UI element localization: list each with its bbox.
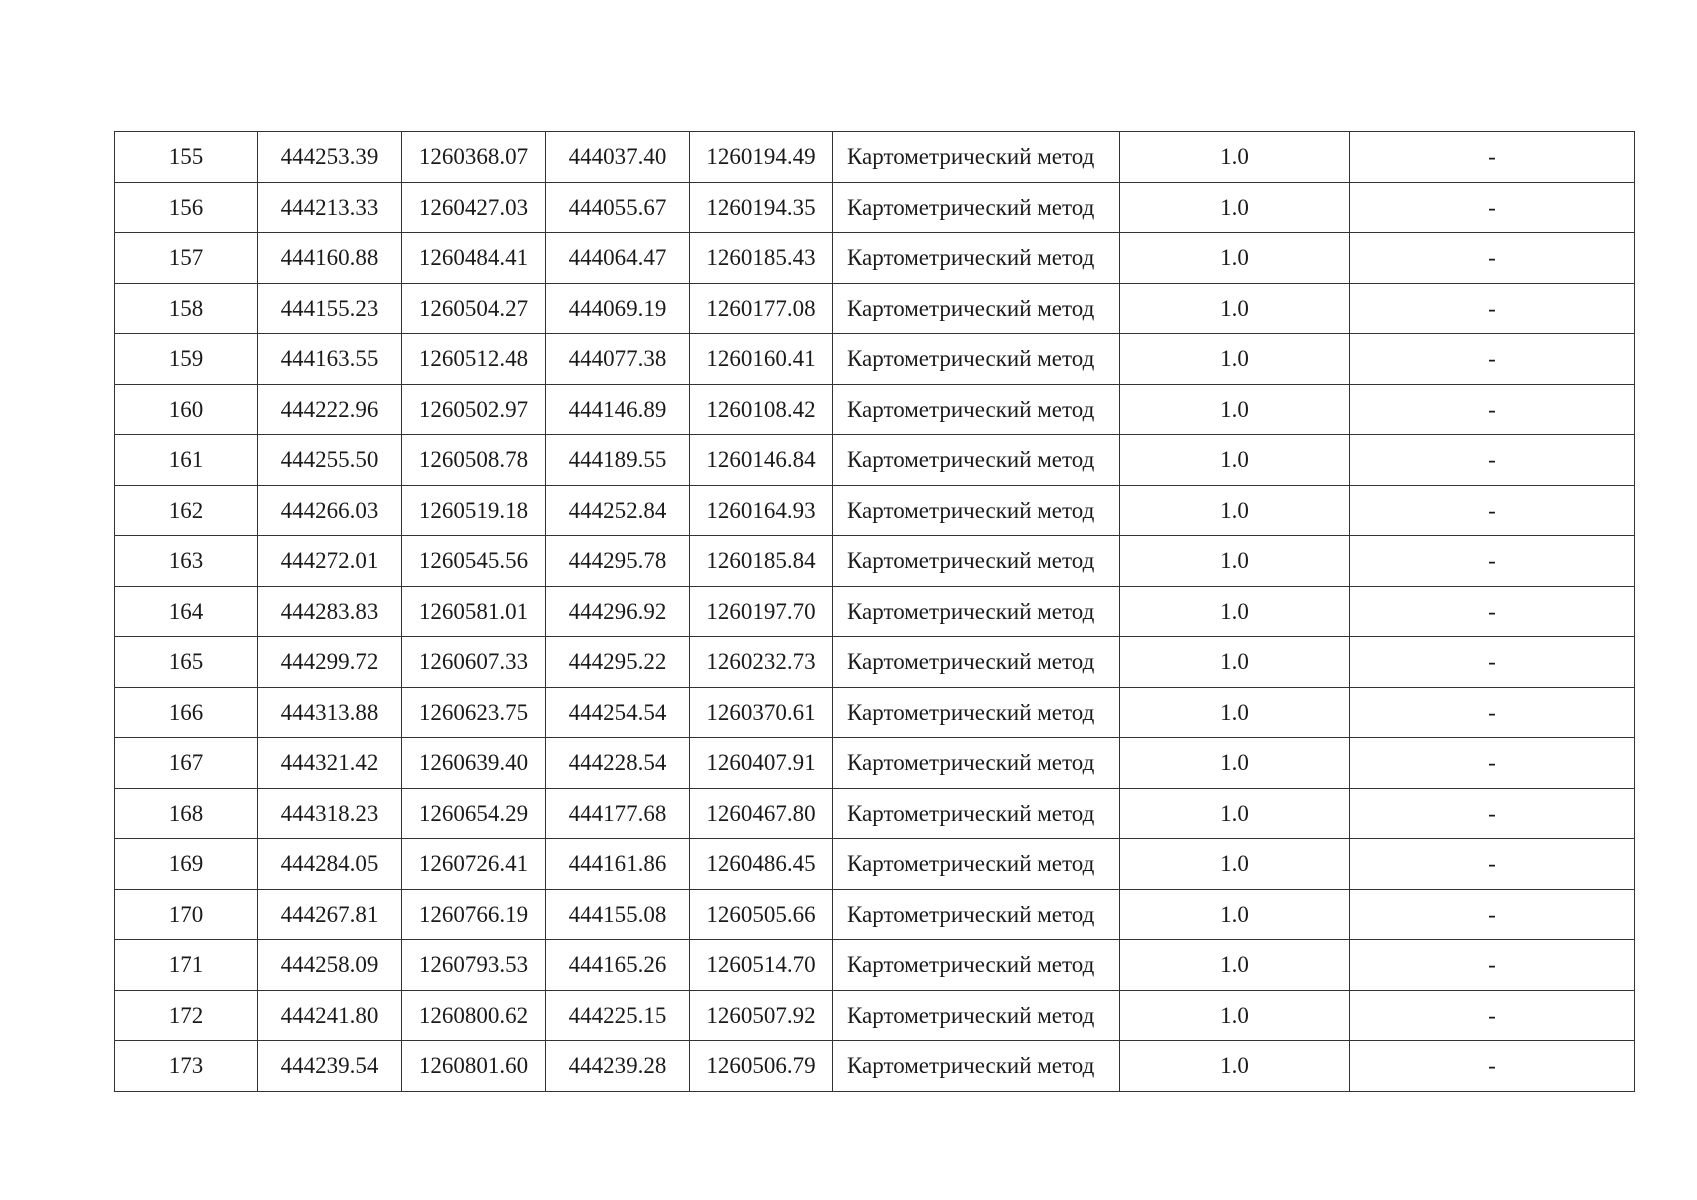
description-cell: - <box>1350 839 1635 890</box>
existing-x-cell: 444299.72 <box>258 637 402 688</box>
new-y-cell: 1260194.35 <box>690 182 833 233</box>
existing-y-cell: 1260801.60 <box>402 1041 546 1092</box>
table-row <box>115 889 1635 940</box>
point-number-cell: 166 <box>115 687 258 738</box>
description-cell: - <box>1350 536 1635 587</box>
point-number-cell: 167 <box>115 738 258 789</box>
description-cell: - <box>1350 435 1635 486</box>
description-cell: - <box>1350 889 1635 940</box>
point-number-cell: 160 <box>115 384 258 435</box>
new-x-cell: 444069.19 <box>546 283 690 334</box>
existing-x-cell: 444160.88 <box>258 233 402 284</box>
method-cell: Картометрический метод <box>833 485 1120 536</box>
existing-y-cell: 1260504.27 <box>402 283 546 334</box>
existing-y-cell: 1260766.19 <box>402 889 546 940</box>
accuracy-cell: 1.0 <box>1120 788 1350 839</box>
existing-y-cell: 1260519.18 <box>402 485 546 536</box>
description-cell: - <box>1350 788 1635 839</box>
accuracy-cell: 1.0 <box>1120 990 1350 1041</box>
new-x-cell: 444296.92 <box>546 586 690 637</box>
point-number-cell: 163 <box>115 536 258 587</box>
table-row <box>115 738 1635 789</box>
new-x-cell: 444146.89 <box>546 384 690 435</box>
point-number-cell: 165 <box>115 637 258 688</box>
table-row <box>115 687 1635 738</box>
existing-x-cell: 444258.09 <box>258 940 402 991</box>
point-number-cell: 169 <box>115 839 258 890</box>
existing-y-cell: 1260502.97 <box>402 384 546 435</box>
point-number-cell: 164 <box>115 586 258 637</box>
accuracy-cell: 1.0 <box>1120 233 1350 284</box>
accuracy-cell: 1.0 <box>1120 940 1350 991</box>
existing-y-cell: 1260800.62 <box>402 990 546 1041</box>
description-cell: - <box>1350 233 1635 284</box>
existing-x-cell: 444321.42 <box>258 738 402 789</box>
description-cell: - <box>1350 637 1635 688</box>
description-cell: - <box>1350 334 1635 385</box>
coordinates-table <box>114 131 1635 1092</box>
new-y-cell: 1260506.79 <box>690 1041 833 1092</box>
accuracy-cell: 1.0 <box>1120 283 1350 334</box>
existing-x-cell: 444253.39 <box>258 132 402 183</box>
method-cell: Картометрический метод <box>833 233 1120 284</box>
new-x-cell: 444077.38 <box>546 334 690 385</box>
existing-y-cell: 1260623.75 <box>402 687 546 738</box>
point-number-cell: 155 <box>115 132 258 183</box>
existing-y-cell: 1260427.03 <box>402 182 546 233</box>
method-cell: Картометрический метод <box>833 435 1120 486</box>
new-y-cell: 1260505.66 <box>690 889 833 940</box>
method-cell: Картометрический метод <box>833 384 1120 435</box>
new-y-cell: 1260197.70 <box>690 586 833 637</box>
existing-x-cell: 444283.83 <box>258 586 402 637</box>
accuracy-cell: 1.0 <box>1120 334 1350 385</box>
table-row <box>115 233 1635 284</box>
table-row <box>115 485 1635 536</box>
method-cell: Картометрический метод <box>833 637 1120 688</box>
new-y-cell: 1260407.91 <box>690 738 833 789</box>
new-x-cell: 444177.68 <box>546 788 690 839</box>
accuracy-cell: 1.0 <box>1120 435 1350 486</box>
description-cell: - <box>1350 182 1635 233</box>
accuracy-cell: 1.0 <box>1120 132 1350 183</box>
accuracy-cell: 1.0 <box>1120 889 1350 940</box>
accuracy-cell: 1.0 <box>1120 182 1350 233</box>
new-y-cell: 1260514.70 <box>690 940 833 991</box>
table-row <box>115 839 1635 890</box>
table-row <box>115 283 1635 334</box>
new-y-cell: 1260507.92 <box>690 990 833 1041</box>
method-cell: Картометрический метод <box>833 839 1120 890</box>
new-y-cell: 1260370.61 <box>690 687 833 738</box>
new-y-cell: 1260232.73 <box>690 637 833 688</box>
new-y-cell: 1260164.93 <box>690 485 833 536</box>
new-x-cell: 444295.22 <box>546 637 690 688</box>
description-cell: - <box>1350 1041 1635 1092</box>
accuracy-cell: 1.0 <box>1120 738 1350 789</box>
existing-x-cell: 444272.01 <box>258 536 402 587</box>
new-x-cell: 444161.86 <box>546 839 690 890</box>
description-cell: - <box>1350 132 1635 183</box>
table-row <box>115 384 1635 435</box>
method-cell: Картометрический метод <box>833 1041 1120 1092</box>
table-row <box>115 586 1635 637</box>
existing-y-cell: 1260581.01 <box>402 586 546 637</box>
existing-y-cell: 1260639.40 <box>402 738 546 789</box>
table-body <box>115 132 1635 1092</box>
new-x-cell: 444037.40 <box>546 132 690 183</box>
new-y-cell: 1260177.08 <box>690 283 833 334</box>
table-row <box>115 132 1635 183</box>
point-number-cell: 162 <box>115 485 258 536</box>
method-cell: Картометрический метод <box>833 536 1120 587</box>
point-number-cell: 157 <box>115 233 258 284</box>
new-y-cell: 1260185.43 <box>690 233 833 284</box>
accuracy-cell: 1.0 <box>1120 536 1350 587</box>
existing-y-cell: 1260368.07 <box>402 132 546 183</box>
description-cell: - <box>1350 283 1635 334</box>
point-number-cell: 172 <box>115 990 258 1041</box>
description-cell: - <box>1350 738 1635 789</box>
new-x-cell: 444239.28 <box>546 1041 690 1092</box>
table-row <box>115 788 1635 839</box>
point-number-cell: 173 <box>115 1041 258 1092</box>
new-x-cell: 444165.26 <box>546 940 690 991</box>
method-cell: Картометрический метод <box>833 132 1120 183</box>
description-cell: - <box>1350 586 1635 637</box>
point-number-cell: 171 <box>115 940 258 991</box>
method-cell: Картометрический метод <box>833 889 1120 940</box>
description-cell: - <box>1350 384 1635 435</box>
table-row <box>115 990 1635 1041</box>
new-y-cell: 1260108.42 <box>690 384 833 435</box>
existing-x-cell: 444313.88 <box>258 687 402 738</box>
method-cell: Картометрический метод <box>833 283 1120 334</box>
accuracy-cell: 1.0 <box>1120 687 1350 738</box>
accuracy-cell: 1.0 <box>1120 384 1350 435</box>
point-number-cell: 161 <box>115 435 258 486</box>
point-number-cell: 156 <box>115 182 258 233</box>
description-cell: - <box>1350 687 1635 738</box>
accuracy-cell: 1.0 <box>1120 485 1350 536</box>
table-row <box>115 536 1635 587</box>
description-cell: - <box>1350 485 1635 536</box>
existing-y-cell: 1260793.53 <box>402 940 546 991</box>
existing-x-cell: 444255.50 <box>258 435 402 486</box>
method-cell: Картометрический метод <box>833 940 1120 991</box>
method-cell: Картометрический метод <box>833 990 1120 1041</box>
new-x-cell: 444225.15 <box>546 990 690 1041</box>
description-cell: - <box>1350 940 1635 991</box>
new-x-cell: 444055.67 <box>546 182 690 233</box>
method-cell: Картометрический метод <box>833 687 1120 738</box>
table-row <box>115 182 1635 233</box>
description-cell: - <box>1350 990 1635 1041</box>
existing-y-cell: 1260607.33 <box>402 637 546 688</box>
method-cell: Картометрический метод <box>833 788 1120 839</box>
accuracy-cell: 1.0 <box>1120 1041 1350 1092</box>
table-row <box>115 334 1635 385</box>
method-cell: Картометрический метод <box>833 738 1120 789</box>
new-x-cell: 444228.54 <box>546 738 690 789</box>
table-row <box>115 1041 1635 1092</box>
new-y-cell: 1260486.45 <box>690 839 833 890</box>
existing-x-cell: 444163.55 <box>258 334 402 385</box>
existing-y-cell: 1260726.41 <box>402 839 546 890</box>
existing-y-cell: 1260545.56 <box>402 536 546 587</box>
existing-x-cell: 444213.33 <box>258 182 402 233</box>
method-cell: Картометрический метод <box>833 586 1120 637</box>
accuracy-cell: 1.0 <box>1120 637 1350 688</box>
new-y-cell: 1260194.49 <box>690 132 833 183</box>
existing-y-cell: 1260654.29 <box>402 788 546 839</box>
accuracy-cell: 1.0 <box>1120 586 1350 637</box>
new-y-cell: 1260467.80 <box>690 788 833 839</box>
new-x-cell: 444295.78 <box>546 536 690 587</box>
new-x-cell: 444252.84 <box>546 485 690 536</box>
table-row <box>115 637 1635 688</box>
point-number-cell: 168 <box>115 788 258 839</box>
existing-x-cell: 444318.23 <box>258 788 402 839</box>
new-x-cell: 444254.54 <box>546 687 690 738</box>
existing-y-cell: 1260484.41 <box>402 233 546 284</box>
new-y-cell: 1260160.41 <box>690 334 833 385</box>
new-x-cell: 444064.47 <box>546 233 690 284</box>
new-x-cell: 444189.55 <box>546 435 690 486</box>
table-row <box>115 435 1635 486</box>
point-number-cell: 170 <box>115 889 258 940</box>
existing-x-cell: 444266.03 <box>258 485 402 536</box>
existing-x-cell: 444155.23 <box>258 283 402 334</box>
existing-x-cell: 444222.96 <box>258 384 402 435</box>
existing-x-cell: 444284.05 <box>258 839 402 890</box>
new-x-cell: 444155.08 <box>546 889 690 940</box>
method-cell: Картометрический метод <box>833 182 1120 233</box>
method-cell: Картометрический метод <box>833 334 1120 385</box>
existing-y-cell: 1260508.78 <box>402 435 546 486</box>
accuracy-cell: 1.0 <box>1120 839 1350 890</box>
table-row <box>115 940 1635 991</box>
existing-x-cell: 444267.81 <box>258 889 402 940</box>
existing-x-cell: 444239.54 <box>258 1041 402 1092</box>
point-number-cell: 158 <box>115 283 258 334</box>
new-y-cell: 1260185.84 <box>690 536 833 587</box>
point-number-cell: 159 <box>115 334 258 385</box>
existing-x-cell: 444241.80 <box>258 990 402 1041</box>
existing-y-cell: 1260512.48 <box>402 334 546 385</box>
new-y-cell: 1260146.84 <box>690 435 833 486</box>
